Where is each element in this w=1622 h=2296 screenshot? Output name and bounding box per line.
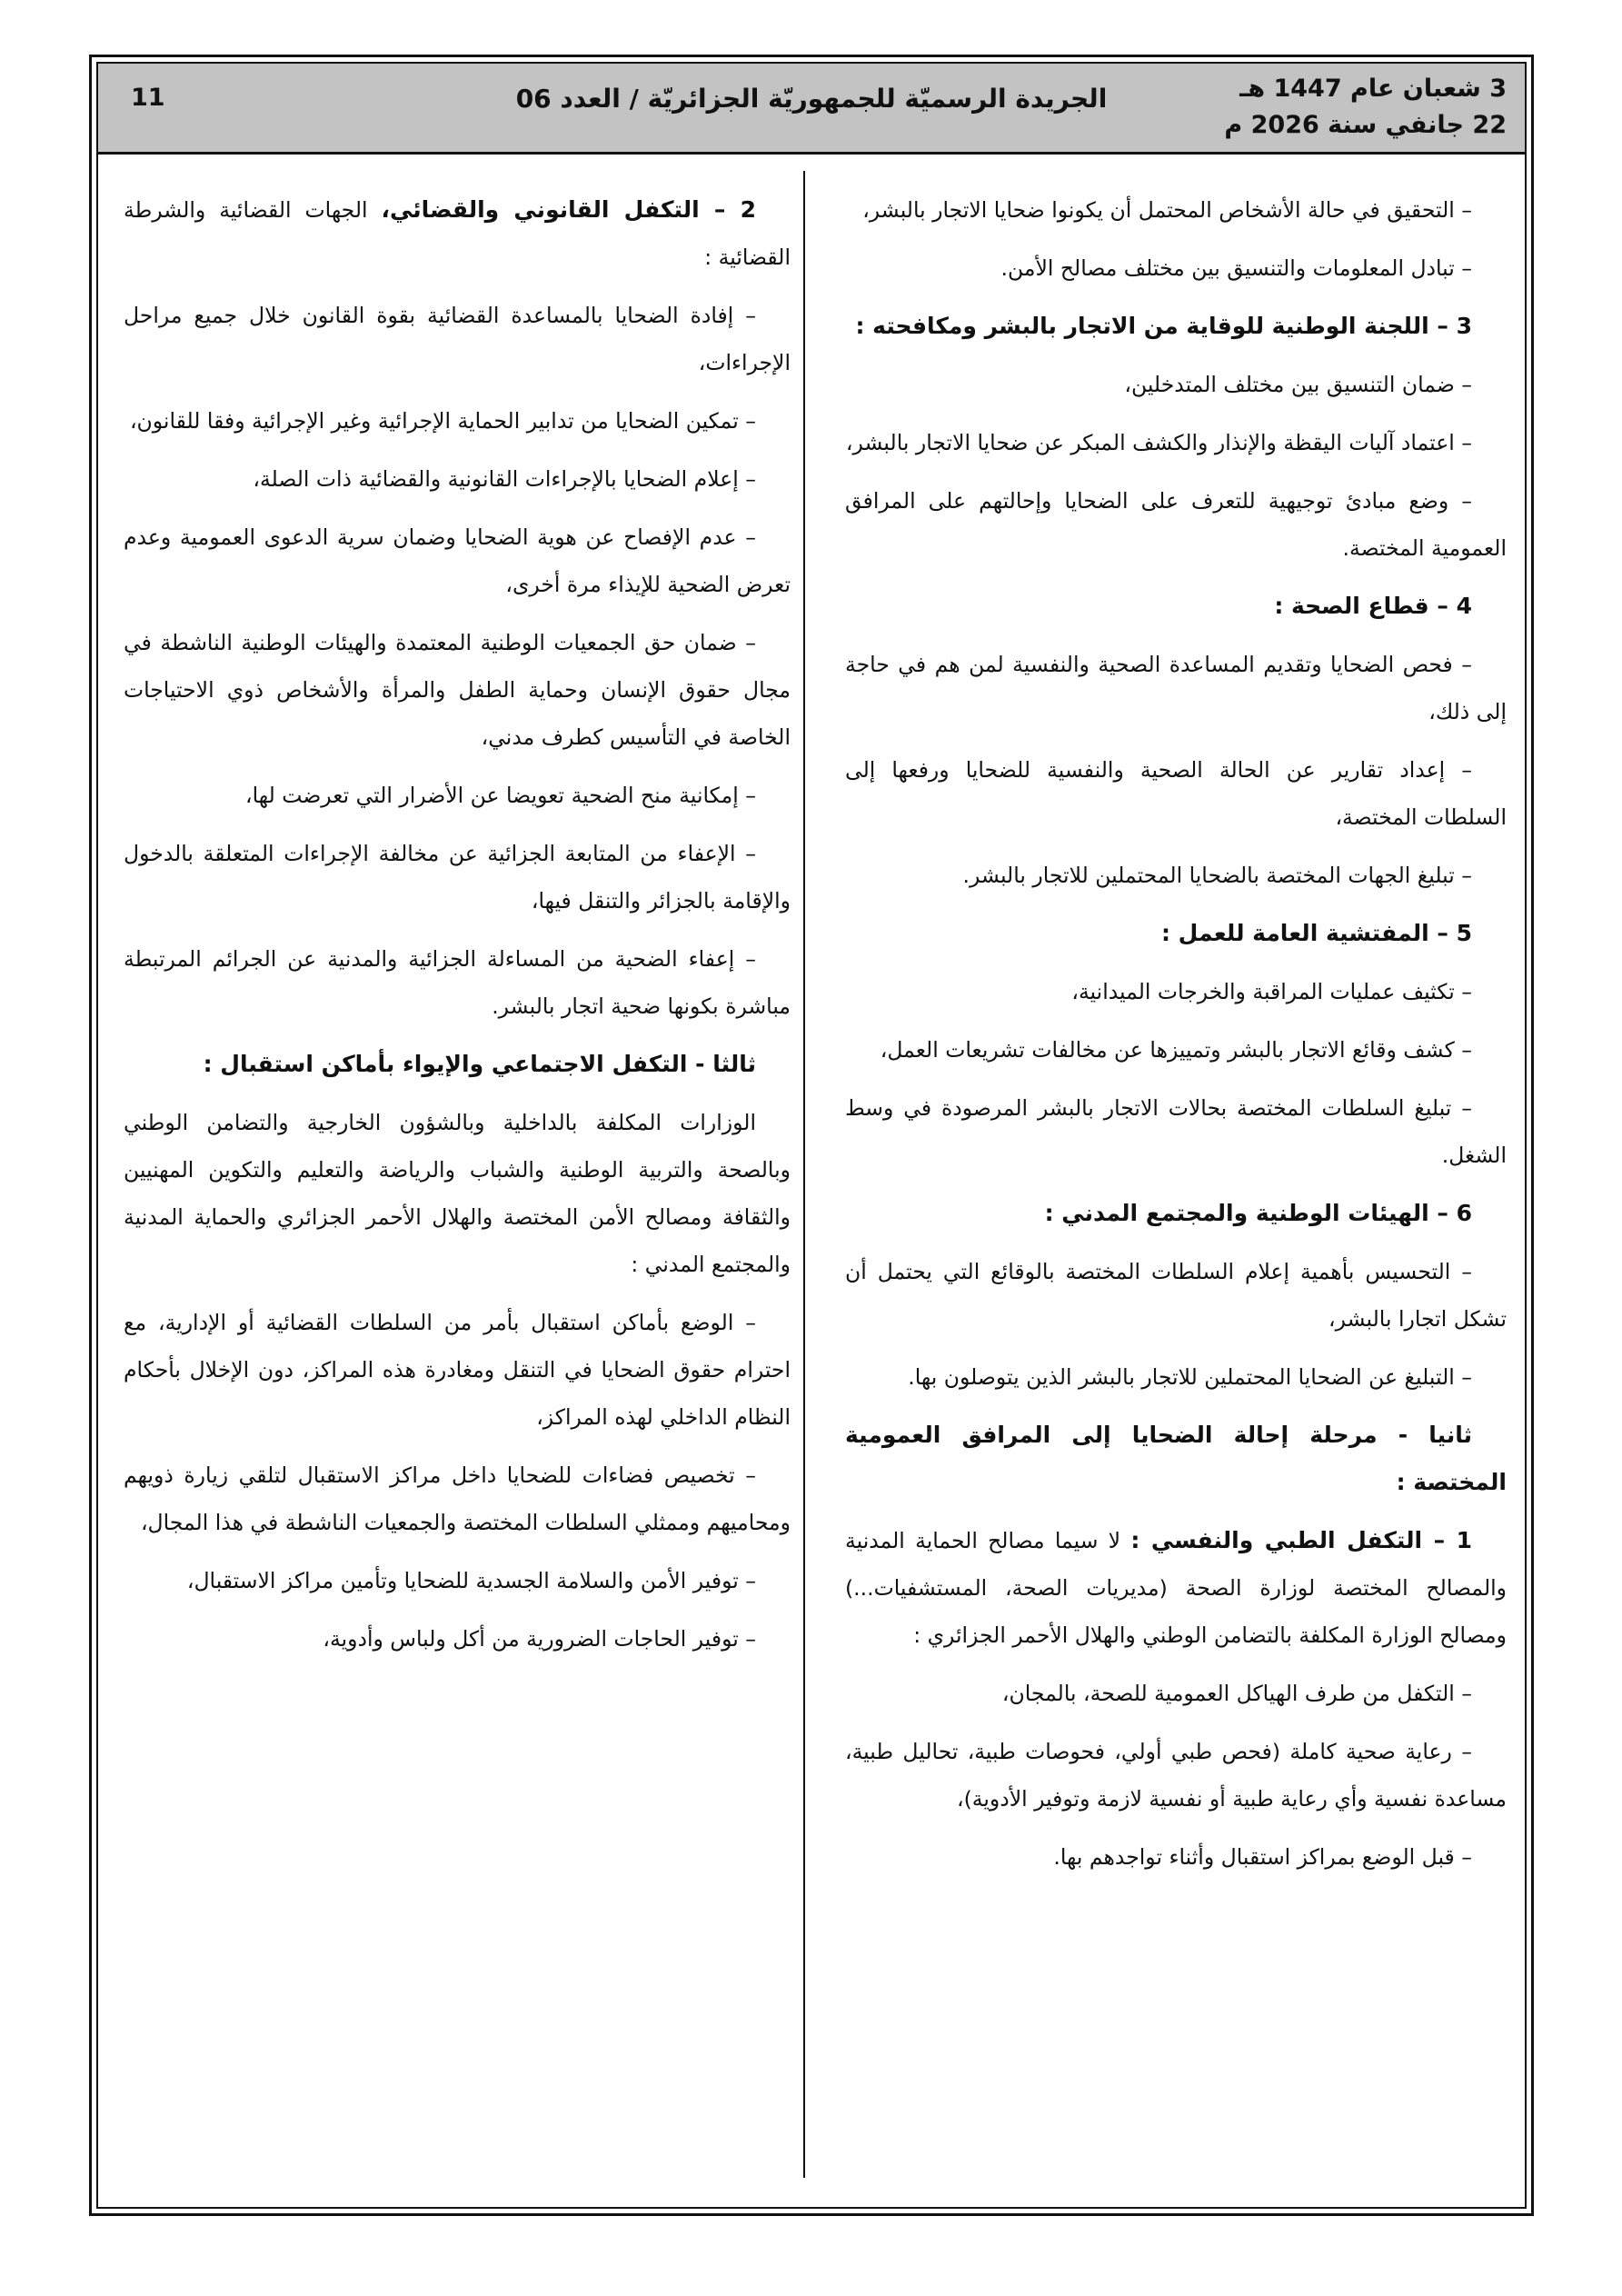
paragraph: – ضمان التنسيق بين مختلف المتدخلين، bbox=[1124, 372, 1472, 397]
hijri-date: 3 شعبان عام 1447 هـ bbox=[1239, 75, 1507, 103]
paragraph: – كشف وقائع الاتجار بالبشر وتمييزها عن مخالفات تشريعات العمل، bbox=[880, 1037, 1472, 1063]
column-divider bbox=[803, 171, 805, 2178]
paragraph: – قبل الوضع بمراكز استقبال وأثناء تواجدهم بها. bbox=[1053, 1844, 1472, 1870]
right-column bbox=[845, 186, 1507, 1892]
gazette-title: الجريدة الرسميّة للجمهوريّة الجزائريّة / العدد 06 bbox=[515, 84, 1108, 114]
paragraph: الوزارات المكلفة بالداخلية وبالشؤون الخارجية والتضامن الوطني وبالصحة والتربية الوطنية والشباب والرياضة والتعليم والتكوين المهنيين والثقافة ومصالح الأمن المختصة والهلال الأحمر الجزائري والحماية المدنية والمجتمع المدني : bbox=[124, 1110, 791, 1277]
paragraph: – اعتماد آليات اليقظة والإنذار والكشف المبكر عن ضحايا الاتجار بالبشر، bbox=[845, 430, 1472, 455]
section-heading: 4 – قطاع الصحة : bbox=[1274, 593, 1472, 619]
page-header bbox=[98, 64, 1525, 155]
paragraph: – إعلام الضحايا بالإجراءات القانونية والقضائية ذات الصلة، bbox=[253, 466, 756, 492]
paragraph-text: الجهات القضائية والشرطة القضائية : bbox=[124, 197, 791, 270]
paragraph: – التكفل من طرف الهياكل العمومية للصحة، بالمجان، bbox=[1001, 1681, 1472, 1706]
page-number: 11 bbox=[131, 84, 165, 112]
paragraph: – توفير الأمن والسلامة الجسدية للضحايا وتأمين مراكز الاستقبال، bbox=[186, 1568, 756, 1593]
paragraph: – توفير الحاجات الضرورية من أكل ولباس وأدوية، bbox=[323, 1626, 756, 1652]
paragraph: – إعفاء الضحية من المساءلة الجزائية والمدنية عن الجرائم المرتبطة مباشرة بكونها ضحية اتجار بالبشر. bbox=[124, 946, 791, 1019]
paragraph: – تبليغ الجهات المختصة بالضحايا المحتملين للاتجار بالبشر. bbox=[962, 863, 1472, 888]
paragraph: – إمكانية منح الضحية تعويضا عن الأضرار التي تعرضت لها، bbox=[245, 783, 756, 808]
section-heading: 5 – المفتشية العامة للعمل : bbox=[1160, 920, 1472, 946]
section-heading: 3 – اللجنة الوطنية للوقاية من الاتجار بالبشر ومكافحته : bbox=[855, 313, 1472, 339]
paragraph: – التحقيق في حالة الأشخاص المحتمل أن يكونوا ضحايا الاتجار بالبشر، bbox=[862, 197, 1472, 223]
paragraph: – رعاية صحية كاملة (فحص طبي أولي، فحوصات طبية، تحاليل طبية، مساعدة نفسية وأي رعاية طبية أو نفسية لازمة وتوفير الأدوية)، bbox=[845, 1739, 1507, 1812]
paragraph: – تبليغ السلطات المختصة بحالات الاتجار بالبشر المرصودة في وسط الشغل. bbox=[845, 1095, 1507, 1168]
paragraph: – التحسيس بأهمية إعلام السلطات المختصة بالوقائع التي يحتمل أن تشكل اتجارا بالبشر، bbox=[845, 1259, 1507, 1332]
paragraph: – تخصيص فضاءات للضحايا داخل مراكز الاستقبال لتلقي زيارة ذويهم ومحاميهم وممثلي السلطات المختصة والجمعيات الناشطة في هذا المجال، bbox=[124, 1462, 791, 1535]
paragraph-lead: 2 – التكفل القانوني والقضائي، bbox=[381, 196, 756, 223]
paragraph: – وضع مبادئ توجيهية للتعرف على الضحايا وإحالتهم على المرافق العمومية المختصة. bbox=[845, 488, 1507, 561]
paragraph: – الإعفاء من المتابعة الجزائية عن مخالفة الإجراءات المتعلقة بالدخول والإقامة بالجزائر والتنقل فيها، bbox=[124, 841, 791, 913]
paragraph bbox=[124, 186, 791, 281]
section-heading: ثالثا - التكفل الاجتماعي والإيواء بأماكن استقبال : bbox=[203, 1051, 756, 1077]
paragraph bbox=[845, 1517, 1507, 1659]
paragraph: – ضمان حق الجمعيات الوطنية المعتمدة والهيئات الوطنية الناشطة في مجال حقوق الإنسان وحماية الطفل والمرأة والأشخاص ذوي الاحتياجات الخاصة في التأسيس كطرف مدني، bbox=[124, 630, 791, 750]
paragraph: – فحص الضحايا وتقديم المساعدة الصحية والنفسية لمن هم في حاجة إلى ذلك، bbox=[845, 652, 1507, 724]
paragraph: – تبادل المعلومات والتنسيق بين مختلف مصالح الأمن. bbox=[1000, 255, 1472, 281]
section-heading: ثانيا - مرحلة إحالة الضحايا إلى المرافق العمومية المختصة : bbox=[845, 1422, 1507, 1495]
paragraph-text: لا سيما مصالح الحماية المدنية والمصالح المختصة لوزارة الصحة (مديريات الصحة، المستشفيات...) ومصالح الوزارة المكلفة بالتضامن الوطني والهلال الأحمر الجزائري : bbox=[845, 1528, 1507, 1648]
paragraph: – الوضع بأماكن استقبال بأمر من السلطات القضائية أو الإدارية، مع احترام حقوق الضحايا في التنقل ومغادرة هذه المراكز، دون الإخلال بأحكام النظام الداخلي لهذه المراكز، bbox=[124, 1310, 791, 1430]
paragraph: – تكثيف عمليات المراقبة والخرجات الميدانية، bbox=[1071, 979, 1472, 1004]
paragraph: – إفادة الضحايا بالمساعدة القضائية بقوة القانون خلال جميع مراحل الإجراءات، bbox=[124, 303, 791, 375]
paragraph: – التبليغ عن الضحايا المحتملين للاتجار بالبشر الذين يتوصلون بها. bbox=[908, 1364, 1472, 1390]
section-heading: 6 – الهيئات الوطنية والمجتمع المدني : bbox=[1044, 1200, 1472, 1226]
paragraph: – إعداد تقارير عن الحالة الصحية والنفسية للضحايا ورفعها إلى السلطات المختصة، bbox=[845, 757, 1507, 830]
paragraph: – تمكين الضحايا من تدابير الحماية الإجرائية وغير الإجرائية وفقا للقانون، bbox=[129, 408, 756, 434]
paragraph-lead: 1 – التكفل الطبي والنفسي : bbox=[1130, 1527, 1472, 1553]
gregorian-date: 22 جانفي سنة 2026 م bbox=[1224, 111, 1507, 139]
left-column bbox=[124, 186, 791, 1673]
paragraph: – عدم الإفصاح عن هوية الضحايا وضمان سرية الدعوى العمومية وعدم تعرض الضحية للإيذاء مرة أخرى، bbox=[124, 524, 791, 597]
